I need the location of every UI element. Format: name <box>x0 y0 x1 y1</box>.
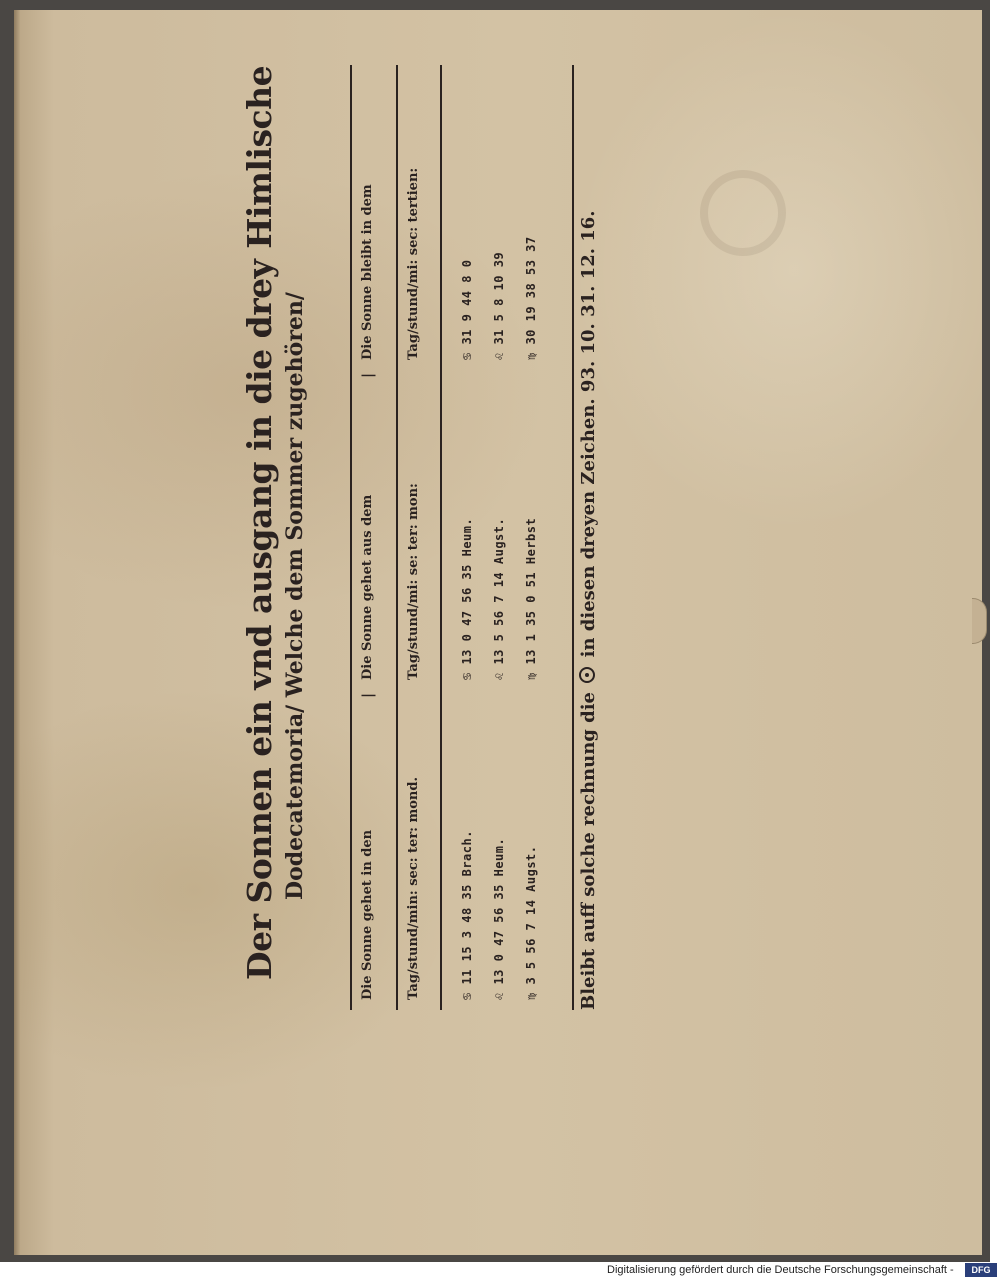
bleed-through-ornament <box>700 170 786 256</box>
footer-text-before: Bleibt auff solche rechnung die <box>578 691 599 1010</box>
column-entry-heading: Die Sonne gehet in den <box>360 829 375 1000</box>
column-entry <box>350 700 580 1000</box>
table-row: ♌ 13 0 47 56 35 Heum. <box>492 837 506 1000</box>
column-entry-units: Tag/stund/min: sec: ter: mond. <box>406 777 421 1000</box>
digitization-credit-bar <box>545 1262 1000 1279</box>
sun-symbol-icon <box>579 667 595 683</box>
footer-text-after: in diesen dreyen Zeichen. 93. 10. 31. 12. 16. <box>578 210 599 658</box>
column-exit-heading: Die Sonne gehet aus dem <box>360 494 375 680</box>
table-row: ♌ 31 5 8 10 39 <box>492 251 506 360</box>
table-row: ♍ 3 5 56 7 14 Augst. <box>524 845 538 1000</box>
table-content <box>240 60 610 1010</box>
column-stay <box>350 65 580 360</box>
table-row: ♋ 31 9 44 8 0 <box>460 259 474 360</box>
column-exit <box>350 380 580 680</box>
column-stay-units: Tag/stund/mi: sec: tertien: <box>406 167 421 360</box>
digitization-credit: Digitalisierung gefördert durch die Deutsche Forschungsgemeinschaft - <box>607 1264 954 1276</box>
column-stay-heading: Die Sonne bleibt in dem <box>360 184 375 360</box>
table-row: ♍ 13 1 35 0 51 Herbst <box>524 517 538 680</box>
ephemeris-table <box>350 60 580 1010</box>
page-binding-edge <box>14 10 20 1255</box>
column-exit-units: Tag/stund/mi: se: ter: mon: <box>406 483 421 680</box>
column-separator: | <box>360 372 376 378</box>
table-row: ♋ 13 0 47 56 35 Heum. <box>460 517 474 680</box>
table-row: ♌ 13 5 56 7 14 Augst. <box>492 517 506 680</box>
document-subtitle: Dodecatemoria/ Welche dem Sommer zugehören/ <box>282 292 308 900</box>
table-row: ♋ 11 15 3 48 35 Brach. <box>460 830 474 1000</box>
rotated-table-region <box>240 60 610 1010</box>
page-tab-marker <box>972 598 987 644</box>
table-footer-total <box>578 60 599 1010</box>
dfg-logo[interactable]: DFG <box>965 1263 997 1277</box>
table-row: ♍ 30 19 38 53 37 <box>524 236 538 360</box>
column-separator: | <box>360 692 376 698</box>
document-title: Der Sonnen ein vnd ausgang in die drey Himlische <box>240 65 279 980</box>
